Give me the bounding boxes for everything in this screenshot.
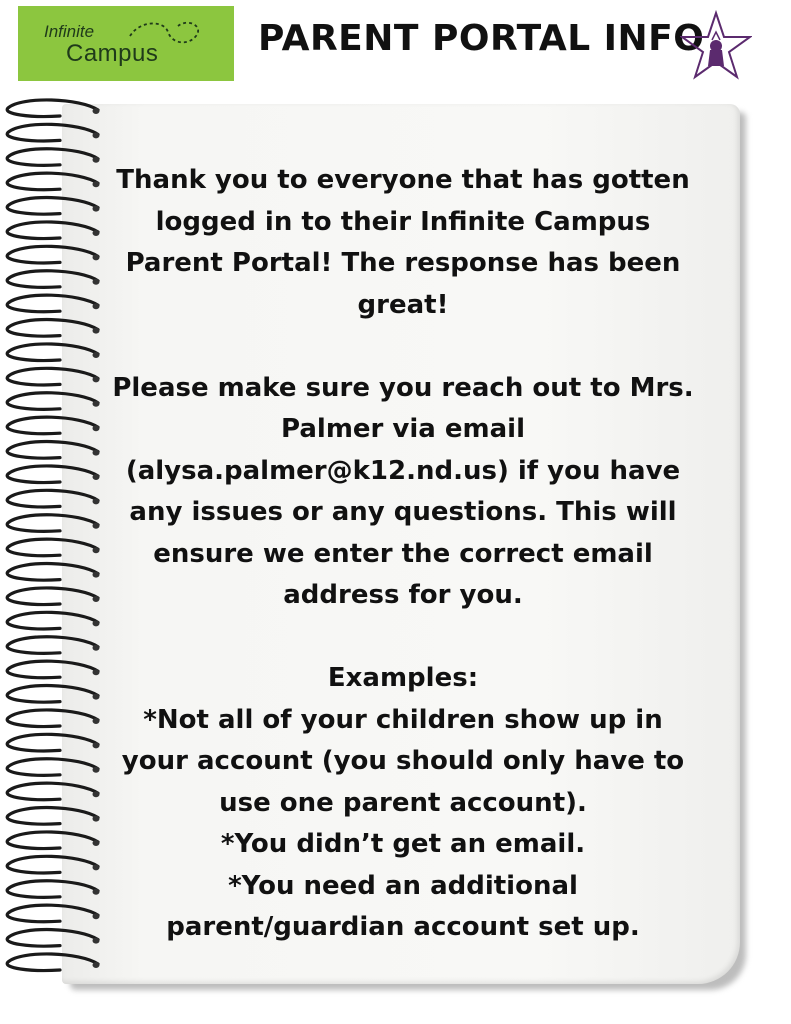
spiral-coil	[7, 124, 98, 141]
binding-hole	[93, 450, 100, 456]
binding-hole	[93, 840, 100, 846]
example-line: *Not all of your children show up in	[143, 704, 663, 735]
examples-section	[100, 658, 706, 949]
binding-hole	[93, 474, 100, 480]
text-line: Parent Portal! The response has been	[125, 248, 681, 278]
spiral-coil	[7, 734, 98, 751]
binding-hole	[93, 279, 100, 285]
spiral-coil	[7, 588, 98, 605]
binding-hole	[93, 523, 100, 529]
spiral-coil	[7, 808, 98, 825]
binding-hole	[93, 620, 100, 626]
logo-word-infinite: Infinite	[44, 22, 95, 41]
spiral-coil	[7, 686, 98, 703]
binding-hole	[93, 303, 100, 309]
spiral-coil	[7, 905, 98, 922]
spiral-coil	[7, 661, 98, 678]
binding-hole	[93, 230, 100, 236]
examples-heading: Examples:	[327, 663, 479, 693]
notice-content	[100, 160, 706, 949]
binding-hole	[93, 694, 100, 700]
page-title: PARENT PORTAL INFO	[258, 18, 705, 59]
binding-hole	[93, 425, 100, 431]
spiral-coil	[7, 881, 98, 898]
spiral-coil	[7, 271, 98, 288]
binding-hole	[93, 645, 100, 651]
text-line: (alysa.palmer@k12.nd.us) if you have	[125, 455, 681, 486]
binding-hole	[93, 718, 100, 724]
star-emblem-icon	[680, 10, 752, 82]
binding-hole	[93, 328, 100, 334]
spiral-coil	[7, 295, 98, 312]
binding-hole	[93, 352, 100, 358]
binding-hole	[93, 938, 100, 944]
spiral-coil	[7, 539, 98, 556]
binding-hole	[93, 376, 100, 382]
text-line: any issues or any questions. This will	[129, 497, 677, 527]
spiral-coil	[7, 954, 98, 971]
binding-hole	[93, 816, 100, 822]
binding-hole	[93, 206, 100, 212]
binding-hole	[93, 791, 100, 797]
text-line: logged in to their Infinite Campus	[155, 206, 651, 237]
example-line: *You need an additional	[228, 870, 578, 901]
text-line: address for you.	[283, 580, 523, 610]
binding-hole	[93, 498, 100, 504]
spiral-coil	[7, 856, 98, 873]
spiral-coil	[7, 149, 98, 166]
binding-hole	[93, 596, 100, 602]
spiral-binding-icon	[0, 96, 110, 986]
binding-hole	[93, 889, 100, 895]
spiral-coil	[7, 490, 98, 507]
spiral-coil	[7, 564, 98, 581]
binding-hole	[93, 742, 100, 748]
spiral-coil	[7, 832, 98, 849]
binding-hole	[93, 108, 100, 114]
spiral-coil	[7, 710, 98, 727]
spiral-coil	[7, 417, 98, 434]
text-line: Palmer via email	[281, 414, 525, 444]
text-line: Please make sure you reach out to Mrs.	[112, 372, 694, 403]
binding-hole	[93, 181, 100, 187]
spiral-coil	[7, 198, 98, 215]
spiral-coil	[7, 759, 98, 776]
logo-word-campus: Campus	[66, 40, 159, 67]
example-line: *You didn’t get an email.	[220, 829, 586, 859]
spiral-coil	[7, 612, 98, 629]
binding-hole	[93, 962, 100, 968]
paragraph-thank-you	[100, 160, 706, 326]
spiral-coil	[7, 930, 98, 947]
text-line: great!	[357, 289, 449, 320]
example-line: use one parent account).	[219, 787, 587, 818]
binding-hole	[93, 669, 100, 675]
spiral-coil	[7, 344, 98, 361]
infinite-campus-logo	[18, 6, 234, 81]
spiral-coil	[7, 393, 98, 410]
binding-hole	[93, 254, 100, 260]
binding-hole	[93, 547, 100, 553]
spiral-coil	[7, 100, 98, 117]
paragraph-contact	[100, 368, 706, 617]
example-line: your account (you should only have to	[121, 746, 685, 776]
binding-hole	[93, 864, 100, 870]
text-line: Thank you to everyone that has gotten	[116, 165, 690, 195]
binding-hole	[93, 767, 100, 773]
spiral-coil	[7, 246, 98, 263]
binding-hole	[93, 401, 100, 407]
spiral-coil	[7, 515, 98, 532]
spiral-coil	[7, 442, 98, 459]
text-line: ensure we enter the correct email	[153, 538, 653, 569]
binding-hole	[93, 913, 100, 919]
binding-hole	[93, 572, 100, 578]
spiral-coil	[7, 222, 98, 239]
spiral-coil	[7, 173, 98, 190]
spiral-coil	[7, 466, 98, 483]
spiral-coil	[7, 368, 98, 385]
spiral-coil	[7, 783, 98, 800]
binding-hole	[93, 132, 100, 138]
example-line: parent/guardian account set up.	[166, 912, 640, 942]
spiral-coil	[7, 637, 98, 654]
binding-hole	[93, 157, 100, 163]
spiral-coil	[7, 320, 98, 337]
